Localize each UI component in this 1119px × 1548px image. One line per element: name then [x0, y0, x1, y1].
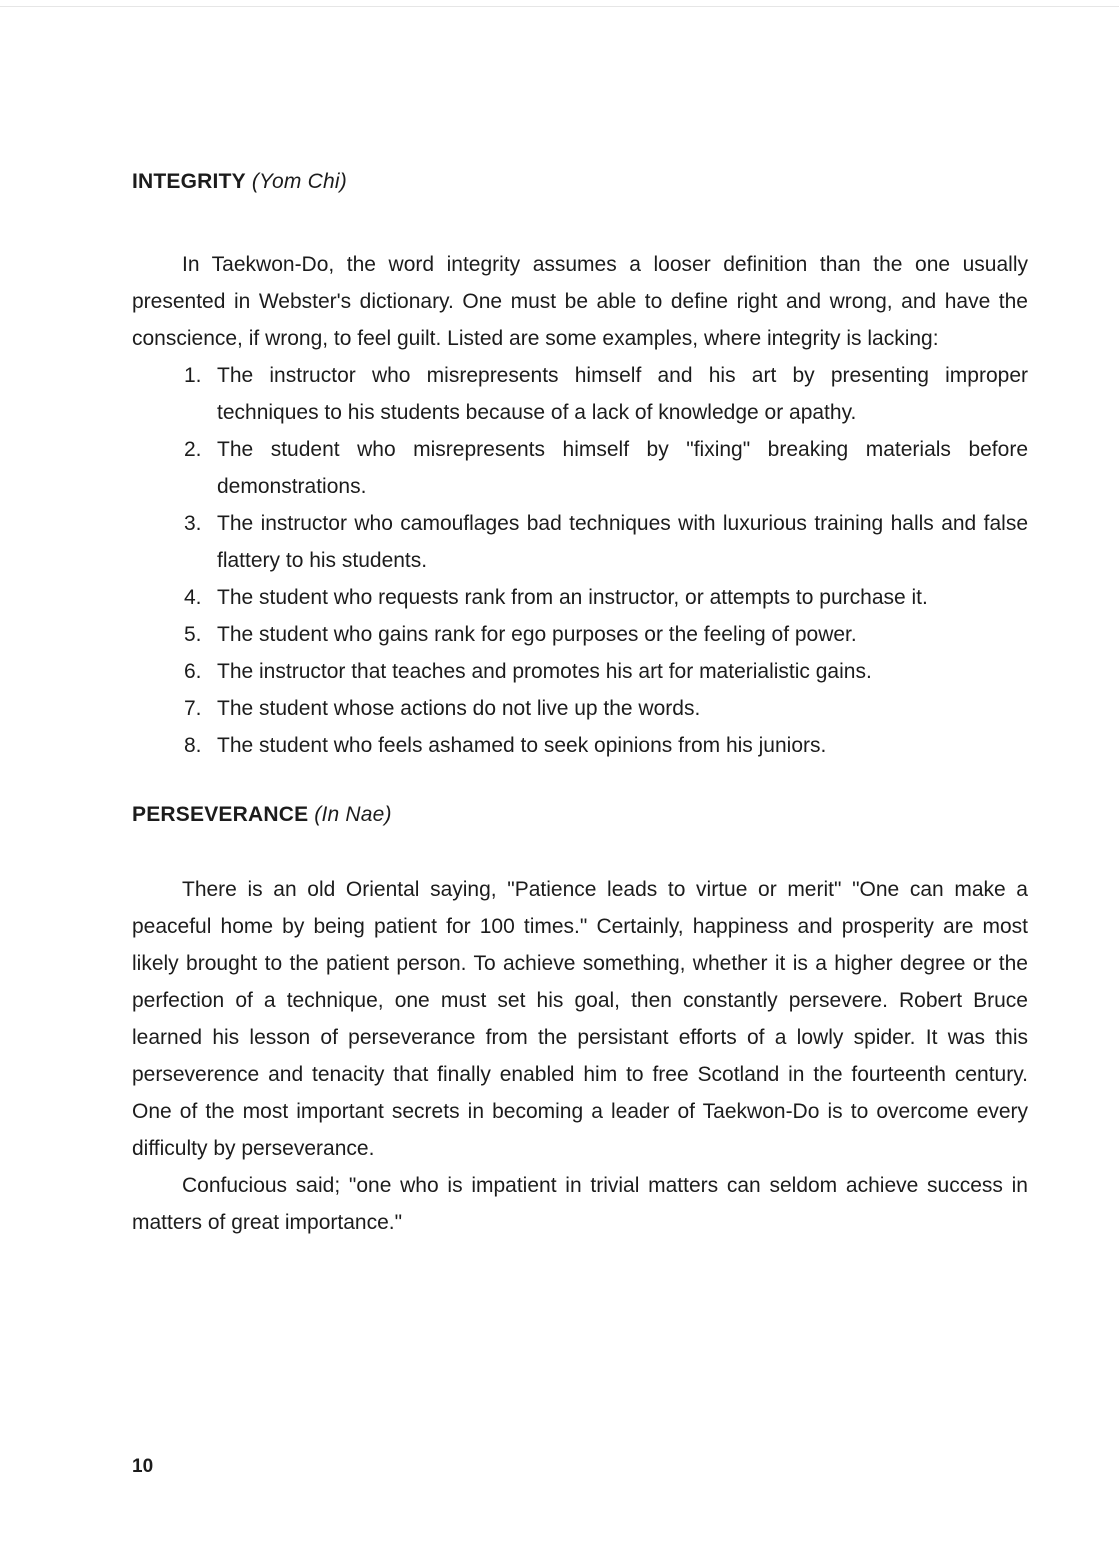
list-item: [132, 690, 1028, 727]
perseverance-paragraph-2: Confucious said; "one who is impatient in trivial matters can seldom achieve success in matters of great importance.": [132, 1174, 1028, 1234]
list-item-text: The instructor who camouflages bad techniques with luxurious training halls and false flattery to his students.: [217, 512, 1028, 572]
list-item: [132, 653, 1028, 690]
section-heading-integrity: [132, 168, 1028, 196]
list-item: [132, 579, 1028, 616]
perseverance-paragraph-1: There is an old Oriental saying, "Patience leads to virtue or merit" "One can make a peaceful home by being patient for 100 times." Certainly, happiness and prosperity are most likely brought to the patient person. To achieve something, whether it is a higher degree or the perfection of a technique, one must set his goal, then constantly persevere. Robert Bruce learned his lesson of perseverance from the persistant efforts of a lowly spider. It was this perseverence and tenacity that finally enabled him to free Scotland in the fourteenth century. One of the most important secrets in becoming a leader of Taekwon-Do is to overcome every difficulty by perseverance.: [132, 878, 1028, 1160]
integrity-paragraph: In Taekwon-Do, the word integrity assumes a looser definition than the one usually presented in Webster's dictionary. One must be able to define right and wrong, and have the conscience, if wrong, to feel guilt. Listed are some examples, where integrity is lacking:: [132, 253, 1028, 350]
list-item: [132, 357, 1028, 431]
heading-subtitle: (Yom Chi): [251, 170, 347, 193]
list-item-number: 1.: [184, 364, 202, 387]
list-item-text: The student who feels ashamed to seek opinions from his juniors.: [217, 734, 827, 757]
list-item-number: 6.: [184, 660, 202, 683]
list-item: [132, 505, 1028, 579]
list-item: [132, 431, 1028, 505]
list-item-text: The student whose actions do not live up the words.: [217, 697, 701, 720]
page-number: 10: [132, 1456, 154, 1477]
list-item-text: The instructor who misrepresents himself and his art by presenting improper techniques to his students because of a lack of knowledge or apathy.: [217, 364, 1028, 424]
list-item-text: The student who misrepresents himself by "fixing" breaking materials before demonstrations.: [217, 438, 1028, 498]
list-item-number: 5.: [184, 623, 202, 646]
list-item-number: 4.: [184, 586, 202, 609]
list-item-number: 3.: [184, 512, 202, 535]
page-top-edge: [0, 6, 1119, 7]
heading-title: INTEGRITY: [132, 170, 246, 193]
list-item: [132, 727, 1028, 764]
heading-subtitle: (In Nae): [314, 803, 392, 826]
list-item-text: The instructor that teaches and promotes his art for materialistic gains.: [217, 660, 872, 683]
page-content: [132, 168, 1028, 1241]
list-item-number: 7.: [184, 697, 202, 720]
list-item-text: The student who requests rank from an instructor, or attempts to purchase it.: [217, 586, 928, 609]
heading-title: PERSEVERANCE: [132, 803, 309, 826]
section-heading-perseverance: [132, 801, 1028, 829]
list-item-text: The student who gains rank for ego purposes or the feeling of power.: [217, 623, 857, 646]
integrity-list: [132, 357, 1028, 764]
list-item-number: 2.: [184, 438, 202, 461]
list-item: [132, 616, 1028, 653]
list-item-number: 8.: [184, 734, 202, 757]
